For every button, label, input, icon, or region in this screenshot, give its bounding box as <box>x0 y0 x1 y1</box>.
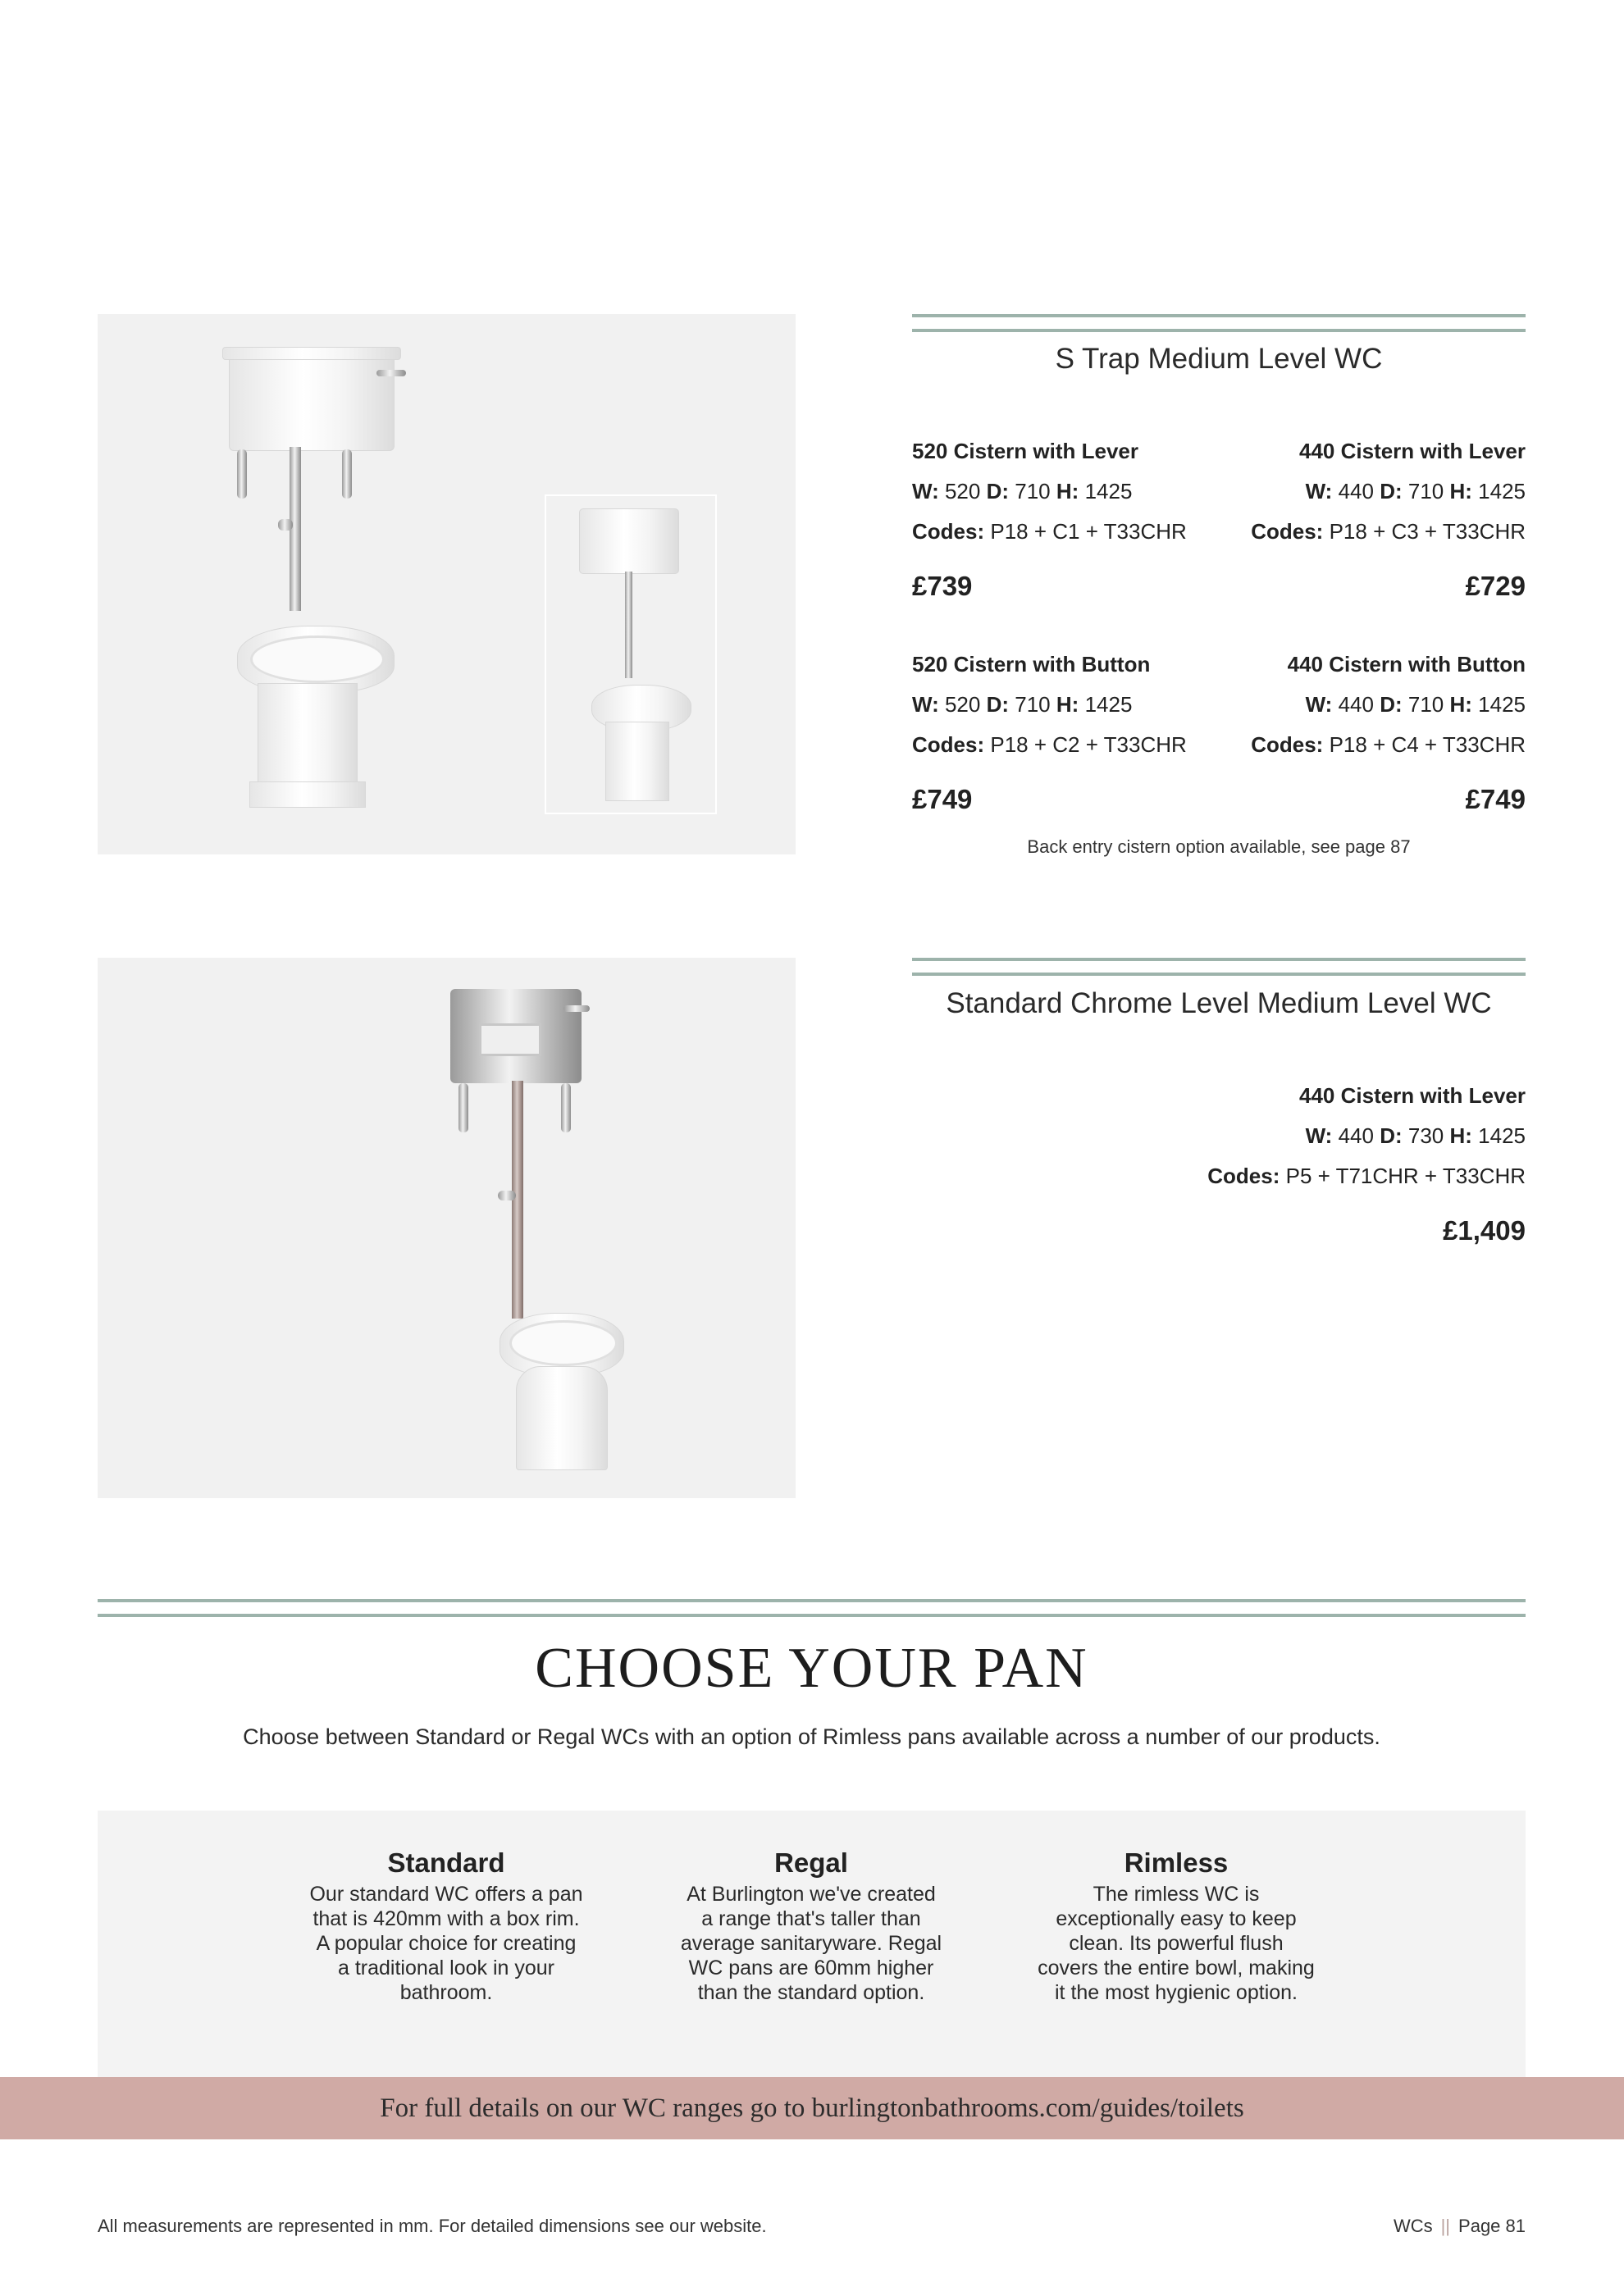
product-title: S Trap Medium Level WC <box>1055 343 1383 375</box>
pan-title: Rimless <box>1124 1847 1229 1878</box>
pan-description: At Burlington we've created a range that's taller than average sanitaryware. Regal WC pans are 60mm higher than the standard option. <box>680 1883 942 2004</box>
product-image-s-trap-medium-level-wc <box>98 314 796 854</box>
footer-separator: || <box>1440 2216 1451 2236</box>
option-codes: Codes: P18 + C2 + T33CHR <box>912 732 1187 757</box>
product-title: Standard Chrome Level Medium Level WC <box>946 987 1492 1019</box>
option-price: £749 <box>912 784 973 814</box>
option-price: £739 <box>912 571 973 601</box>
option-block <box>1148 1076 1526 1196</box>
pan-option-rimless <box>1020 1847 1332 2005</box>
pan-option-regal <box>655 1847 967 2005</box>
footer-page-info <box>1197 2216 1526 2237</box>
option-dimensions: W: 520 D: 710 H: 1425 <box>912 479 1133 503</box>
toilet-illustration <box>212 347 409 806</box>
option-dimensions: W: 440 D: 730 H: 1425 <box>1305 1123 1526 1148</box>
option-block <box>1214 431 1526 552</box>
option-codes: Codes: P18 + C3 + T33CHR <box>1251 519 1526 544</box>
option-block <box>912 431 1207 552</box>
option-dimensions: W: 520 D: 710 H: 1425 <box>912 692 1133 717</box>
option-codes: Codes: P18 + C4 + T33CHR <box>1251 732 1526 757</box>
option-name: 520 Cistern with Lever <box>912 439 1138 463</box>
option-dimensions: W: 440 D: 710 H: 1425 <box>1305 692 1526 717</box>
footer-section: WCs <box>1393 2216 1433 2236</box>
section-divider <box>98 1599 1526 1617</box>
product-thumbnail <box>545 494 717 814</box>
section-intro: Choose between Standard or Regal WCs with an option of Rimless pans available across a number of our products. <box>243 1724 1380 1749</box>
toilet-illustration <box>344 989 590 1473</box>
option-price: £1,409 <box>1443 1215 1526 1246</box>
guide-link[interactable]: For full details on our WC ranges go to burlingtonbathrooms.com/guides/toilets <box>380 2093 1244 2123</box>
option-block <box>1214 645 1526 765</box>
footer-page-number: Page 81 <box>1458 2216 1526 2236</box>
footer-disclaimer: All measurements are represented in mm. For detailed dimensions see our website. <box>98 2216 767 2236</box>
product-divider <box>912 958 1526 976</box>
option-price: £749 <box>1465 784 1526 814</box>
option-price: £729 <box>1465 571 1526 601</box>
guide-banner <box>0 2077 1624 2139</box>
option-name: 440 Cistern with Lever <box>1299 1083 1526 1108</box>
option-codes: Codes: P18 + C1 + T33CHR <box>912 519 1187 544</box>
pan-title: Standard <box>387 1847 505 1878</box>
pan-options-panel <box>98 1811 1526 2077</box>
option-block <box>912 645 1224 765</box>
option-codes: Codes: P5 + T71CHR + T33CHR <box>1207 1164 1526 1188</box>
option-name: 520 Cistern with Button <box>912 652 1151 676</box>
pan-title: Regal <box>774 1847 848 1878</box>
pan-description: Our standard WC offers a pan that is 420mm with a box rim. A popular choice for creating a traditional look in your bathroom. <box>309 1883 583 2004</box>
section-heading: CHOOSE YOUR PAN <box>535 1637 1088 1700</box>
pan-description: The rimless WC is exceptionally easy to keep clean. Its powerful flush covers the entire bowl, making it the most hygienic option. <box>1038 1883 1315 2004</box>
product-image-standard-chrome-level-wc <box>98 958 796 1498</box>
product-note: Back entry cistern option available, see page 87 <box>1027 836 1411 857</box>
option-name: 440 Cistern with Lever <box>1299 439 1526 463</box>
option-dimensions: W: 440 D: 710 H: 1425 <box>1305 479 1526 503</box>
pan-option-standard <box>290 1847 602 2005</box>
product-divider <box>912 314 1526 332</box>
option-name: 440 Cistern with Button <box>1287 652 1526 676</box>
